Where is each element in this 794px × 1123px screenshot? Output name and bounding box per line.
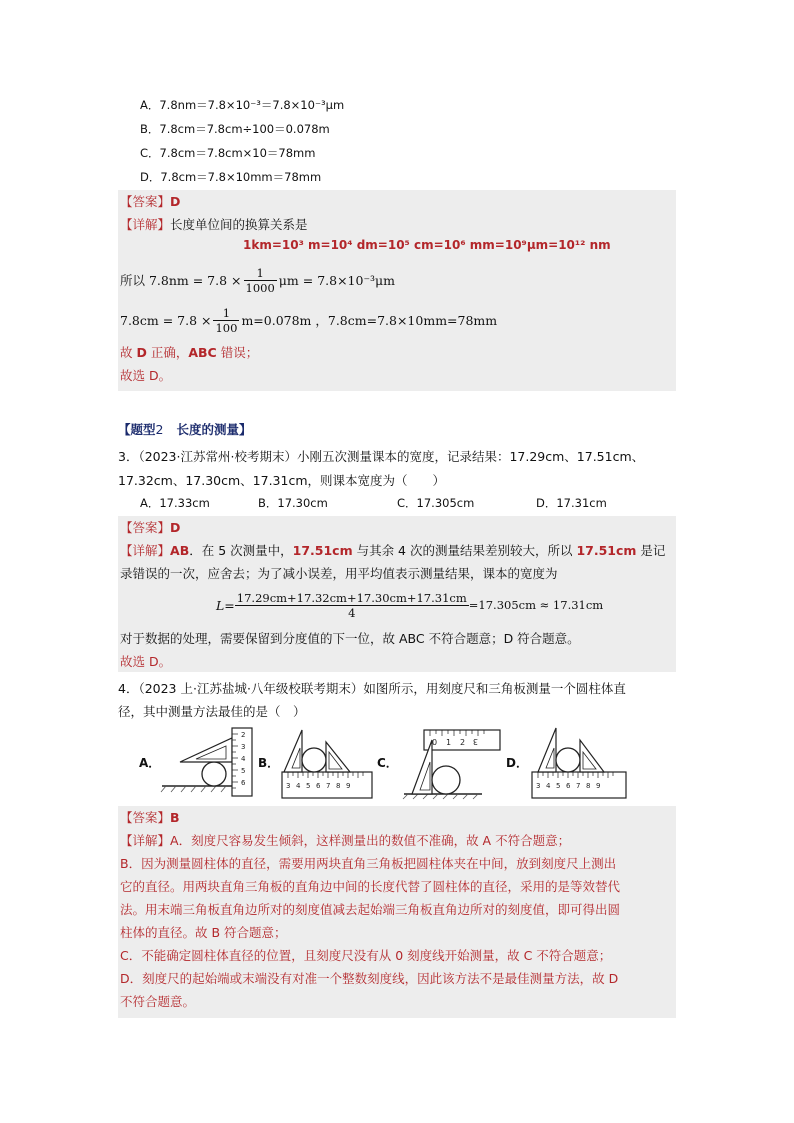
detail-value: 17.51cm <box>292 543 353 558</box>
q4-detail-line5: 柱体的直径。故 B 符合题意； <box>120 925 287 940</box>
ruler-d-digit: 6 <box>566 782 571 790</box>
answer-tag: 【答案】 <box>120 194 171 209</box>
section-heading <box>118 420 252 438</box>
q3-answer-block <box>118 516 676 672</box>
conclusion-2: 故选 D。 <box>120 368 172 383</box>
q3-option-b: B．17.30cm <box>258 496 328 510</box>
detail-text: A．刻度尺容易发生倾斜，这样测量出的数值不准确，故 A 不符合题意； <box>170 833 571 848</box>
option-c: C．7.8cm＝7.8cm×10＝78mm <box>140 146 316 160</box>
detail-line <box>120 215 308 233</box>
detail-tag: 【详解】 <box>120 217 171 232</box>
ruler-c-digit: 3 <box>472 737 478 746</box>
figure-label-c: C． <box>377 756 398 770</box>
section-number: 2 <box>155 422 164 437</box>
option-b: B．7.8cm＝7.8cm÷100＝0.078m <box>140 122 330 136</box>
figure-c-diagram <box>398 724 502 800</box>
answer-value: D <box>170 520 181 535</box>
figure-label-d: D． <box>506 756 528 770</box>
ruler-a-digit: 5 <box>241 767 246 775</box>
detail-option: AB <box>170 543 190 558</box>
ruler-a-digit: 6 <box>241 779 246 787</box>
concl-text: 正确， <box>146 345 189 360</box>
eq1-den: 1000 <box>245 280 275 295</box>
figure-label-b: B． <box>258 756 280 770</box>
q4-detail-line6: C．不能确定圆柱体直径的位置，且刻度尺没有从 0 刻度线开始测量，故 C 不符合题意； <box>120 948 612 963</box>
q4-detail-line1 <box>120 831 570 849</box>
ruler-d-digit: 4 <box>546 782 551 790</box>
option-d: D．7.8cm＝7.8×10mm＝78mm <box>140 170 322 184</box>
answer-value: B <box>170 810 180 825</box>
answer-block <box>118 190 676 391</box>
ruler-b-digit: 5 <box>306 782 311 790</box>
section-close: 】 <box>239 422 252 437</box>
ruler-d-digit: 7 <box>576 782 581 790</box>
q4-detail-line4: 法。用末端三角板直角边所对的刻度值减去起始端三角板直角边所对的刻度值，即可得出圆 <box>120 902 621 917</box>
ruler-c-digit: 2 <box>460 738 466 747</box>
q4-detail-line3: 它的直径。用两块直角三角板的直角边中间的长度代替了圆柱体的直径，采用的是等效替代 <box>120 879 621 894</box>
eq2-suffix: m=0.078m ，7.8cm=7.8×10mm=78mm <box>241 313 498 328</box>
formula-num: 17.29cm+17.32cm+17.30cm+17.31cm <box>236 590 467 605</box>
ruler-d-digit: 5 <box>556 782 561 790</box>
answer-line <box>120 192 180 210</box>
answer-tag: 【答案】 <box>120 810 171 825</box>
q4-detail-line2: B．因为测量圆柱体的直径，需要用两块直角三角板把圆柱体夹在中间，放到刻度尺上测出 <box>120 856 617 871</box>
detail-tag: 【详解】 <box>120 543 171 558</box>
formula-fraction <box>235 591 469 620</box>
ruler-b-digit: 3 <box>286 782 291 790</box>
eq2-num: 1 <box>213 306 239 321</box>
q3-detail-line2: 录错误的一次，应舍去；为了减小误差，用平均值表示测量结果，课本的宽度为 <box>120 566 558 581</box>
ruler-a-digit: 3 <box>241 743 246 751</box>
q4-detail-line7: D．刻度尺的起始端或末端没有对准一个整数刻度线，因此该方法不是最佳测量方法，故 D <box>120 971 619 986</box>
q4-stem-line1: 4．（2023 上·江苏盐城·八年级校联考期末）如图所示，用刻度尺和三角板测量一个圆柱体直 <box>118 681 626 696</box>
figure-b-diagram <box>280 728 374 800</box>
ruler-b-digit: 9 <box>346 782 351 790</box>
q4-answer-block <box>118 806 676 1018</box>
q3-option-a: A．17.33cm <box>140 496 210 510</box>
q3-stem-line2: 17.32cm、17.30cm、17.31cm，则课本宽度为（ ） <box>118 473 446 488</box>
concl-option: D <box>136 345 147 360</box>
ruler-c-digit: 0 <box>432 738 438 747</box>
formula-rhs: =17.305cm ≈ 17.31cm <box>468 598 604 612</box>
detail-text: 与其余 4 次的测量结果差别较大，所以 <box>352 543 577 558</box>
detail-intro: 长度单位间的换算关系是 <box>170 217 308 232</box>
q3-answer-line <box>120 518 180 536</box>
ruler-a-digit: 4 <box>241 755 246 763</box>
detail-text: ．在 5 次测量中， <box>189 543 293 558</box>
figure-a-diagram <box>160 724 260 798</box>
answer-value: D <box>170 194 181 209</box>
q3-detail-line4: 故选 D。 <box>120 654 172 669</box>
section-title: 长度的测量 <box>176 422 240 437</box>
q3-formula <box>216 586 603 624</box>
equation-2 <box>120 302 497 338</box>
eq1-prefix: 所以 7.8nm = 7.8 × <box>120 273 242 288</box>
formula-lhs: L= <box>216 597 235 613</box>
eq1-suffix: μm = 7.8×10⁻³μm <box>278 272 396 288</box>
eq2-prefix: 7.8cm = 7.8 × <box>120 312 212 328</box>
detail-text: 是记 <box>636 543 666 558</box>
ruler-b-digit: 6 <box>316 782 321 790</box>
formula-den: 4 <box>348 605 356 620</box>
ruler-b-digit: 7 <box>326 782 331 790</box>
ruler-d-digit: 8 <box>586 782 591 790</box>
ruler-b-digit: 8 <box>336 782 341 790</box>
detail-tag: 【详解】 <box>120 833 171 848</box>
q4-answer-line <box>120 808 180 826</box>
concl-option: ABC <box>188 345 217 360</box>
q4-stem-line2: 径，其中测量方法最佳的是（ ） <box>118 704 306 719</box>
option-a: A．7.8nm＝7.8×10⁻³＝7.8×10⁻³μm <box>140 98 345 112</box>
q3-option-d: D．17.31cm <box>536 496 607 510</box>
detail-value: 17.51cm <box>576 543 637 558</box>
figure-label-a: A． <box>139 756 161 770</box>
figure-d-diagram <box>530 726 628 800</box>
conclusion-1 <box>120 343 258 361</box>
ruler-a-digit: 2 <box>241 731 246 739</box>
q3-stem-line1: 3．（2023·江苏常州·校考期末）小刚五次测量课本的宽度，记录结果：17.29cm、17.51cm、 <box>118 449 645 464</box>
eq2-den: 100 <box>215 320 238 335</box>
q3-detail-line3: 对于数据的处理，需要保留到分度值的下一位，故 ABC 不符合题意；D 符合题意。 <box>120 631 580 646</box>
q4-detail-line8: 不符合题意。 <box>120 994 196 1009</box>
concl-text: 故 <box>120 345 137 360</box>
ruler-b-digit: 4 <box>296 782 301 790</box>
ruler-c-digit: 1 <box>446 738 452 747</box>
unit-relation: 1km=10³ m=10⁴ dm=10⁵ cm=10⁶ mm=10⁹μm=10¹² nm <box>243 238 611 252</box>
ruler-d-digit: 3 <box>536 782 541 790</box>
section-open: 【题型 <box>118 422 156 437</box>
eq1-fraction <box>244 266 277 295</box>
q3-option-c: C．17.305cm <box>397 496 475 510</box>
concl-text: 错误； <box>216 345 259 360</box>
q3-detail-line1 <box>120 541 665 559</box>
equation-1 <box>120 262 395 298</box>
eq1-num: 1 <box>244 266 277 281</box>
answer-tag: 【答案】 <box>120 520 171 535</box>
ruler-d-digit: 9 <box>596 782 601 790</box>
eq2-fraction <box>213 306 239 335</box>
